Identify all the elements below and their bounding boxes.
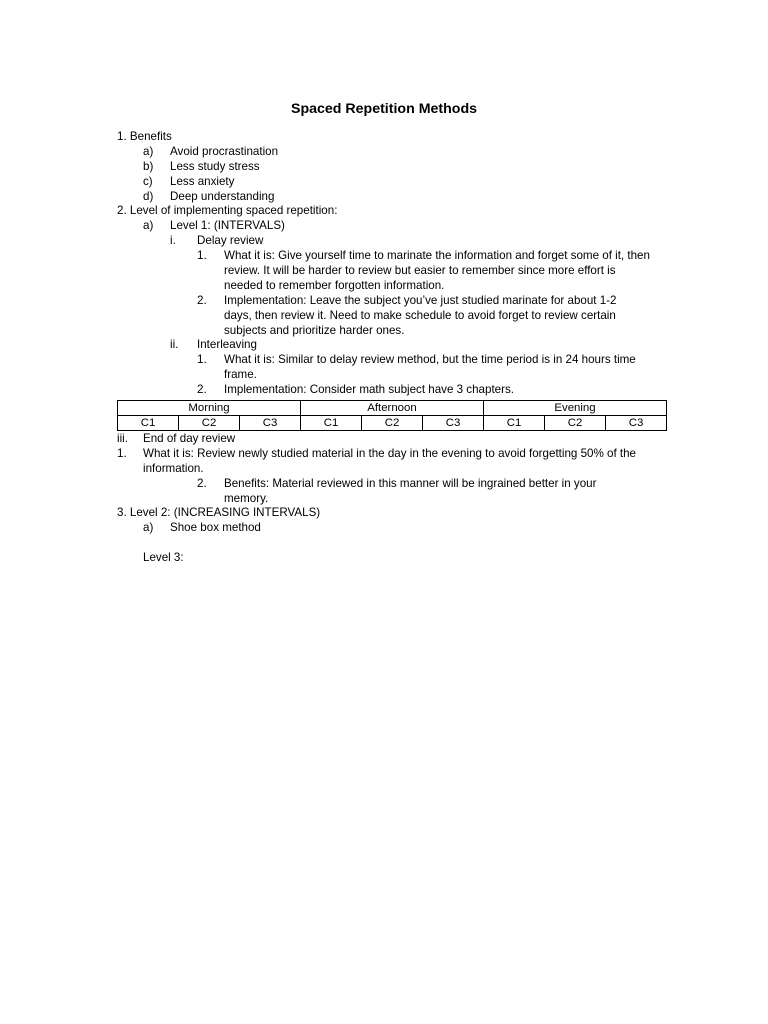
- table-cell: C1: [118, 416, 179, 431]
- interleaving-what-it-is: What it is: Similar to delay review method, but the time period is in 24 hours time frame.: [224, 353, 636, 381]
- list-marker: c): [143, 175, 153, 188]
- schedule-table: [117, 400, 667, 431]
- table-cell: C2: [545, 416, 606, 431]
- table-cell: C2: [362, 416, 423, 431]
- table-header-morning: Morning: [118, 401, 301, 416]
- list-item: Less study stress: [170, 160, 260, 173]
- level-1-label: Level 1: (INTERVALS): [170, 219, 285, 232]
- list-marker: 1.: [197, 249, 207, 262]
- interleaving-implementation: Implementation: Consider math subject have 3 chapters.: [224, 383, 514, 396]
- end-of-day-review-label: End of day review: [143, 432, 236, 445]
- delay-implementation: Implementation: Leave the subject you’ve just studied marinate for about 1-2 days, then review it. Need to make schedule to avoid forget to review certain subjects and prioritize harder ones.: [224, 294, 617, 337]
- delay-review-label: Delay review: [197, 234, 264, 247]
- table-cell: C3: [423, 416, 484, 431]
- list-marker: a): [143, 521, 154, 534]
- delay-what-it-is: What it is: Give yourself time to marinate the information and forget some of it, then review. It will be harder to review but easier to remember since more effort is needed to remember forgotten information.: [224, 249, 650, 292]
- list-marker: 2.: [197, 294, 207, 307]
- table-cell: C3: [606, 416, 667, 431]
- list-marker: 2.: [197, 477, 207, 490]
- list-item: Less anxiety: [170, 175, 235, 188]
- list-item: Avoid procrastination: [170, 145, 279, 158]
- table-cell: C2: [179, 416, 240, 431]
- list-marker: 2.: [197, 383, 207, 396]
- list-marker: d): [143, 190, 154, 203]
- table-header-afternoon: Afternoon: [301, 401, 484, 416]
- section-benefits-heading: 1. Benefits: [117, 130, 172, 143]
- list-marker: iii.: [117, 432, 128, 445]
- section-levels-heading: 2. Level of implementing spaced repetition:: [117, 204, 338, 217]
- table-cell: C1: [301, 416, 362, 431]
- list-marker: b): [143, 160, 154, 173]
- end-of-day-benefits: Benefits: Material reviewed in this manner will be ingrained better in your memory.: [224, 477, 597, 505]
- list-marker: 1.: [197, 353, 207, 366]
- list-marker: i.: [170, 234, 176, 247]
- document-title: Spaced Repetition Methods: [290, 101, 478, 117]
- list-item: Deep understanding: [170, 190, 275, 203]
- table-cell: C3: [240, 416, 301, 431]
- list-marker: ii.: [170, 338, 179, 351]
- section-level-2-heading: 3. Level 2: (INCREASING INTERVALS): [117, 506, 321, 519]
- interleaving-label: Interleaving: [197, 338, 257, 351]
- list-marker: 1.: [117, 447, 127, 460]
- end-of-day-what-it-is: What it is: Review newly studied material in the day in the evening to avoid forgetting 50% of the information.: [143, 447, 637, 475]
- list-marker: a): [143, 219, 154, 232]
- table-header-evening: Evening: [484, 401, 667, 416]
- shoe-box-method-label: Shoe box method: [170, 521, 261, 534]
- table-cell: C1: [484, 416, 545, 431]
- level-3-label: Level 3:: [143, 551, 184, 564]
- list-marker: a): [143, 145, 154, 158]
